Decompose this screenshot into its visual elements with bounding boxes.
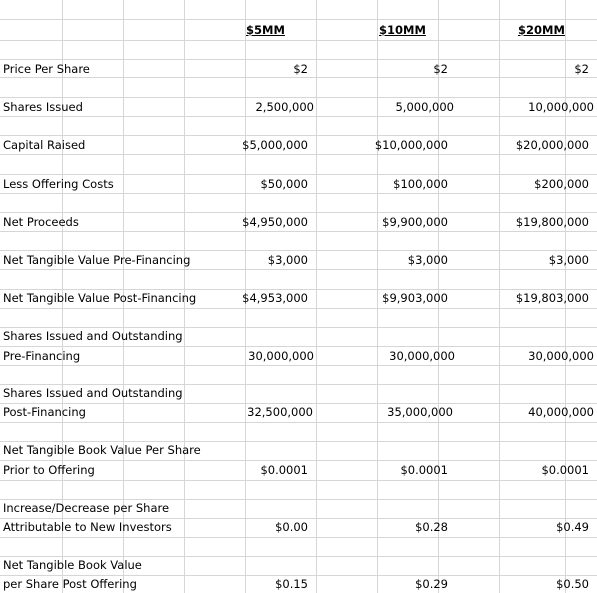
table-cell[interactable]: $4,953,000 xyxy=(242,291,308,305)
gridline-horizontal xyxy=(0,556,597,557)
gridline-horizontal xyxy=(0,575,597,576)
row-label[interactable]: per Share Post Offering xyxy=(3,577,137,591)
gridline-horizontal xyxy=(0,193,597,194)
table-cell[interactable]: $200,000 xyxy=(534,177,589,191)
gridline-horizontal xyxy=(0,537,597,538)
gridline-horizontal xyxy=(0,499,597,500)
gridline-horizontal xyxy=(0,231,597,232)
table-cell[interactable]: $0.28 xyxy=(415,520,448,534)
table-cell[interactable]: $2 xyxy=(433,62,448,76)
table-cell[interactable]: $10,000,000 xyxy=(374,138,448,152)
gridline-horizontal xyxy=(0,212,597,213)
table-cell[interactable]: 32,500,000 xyxy=(247,405,313,419)
gridline-horizontal xyxy=(0,59,597,60)
row-label[interactable]: Net Tangible Book Value xyxy=(3,558,142,572)
table-cell[interactable]: $0.50 xyxy=(556,577,589,591)
gridline-horizontal xyxy=(0,480,597,481)
row-label[interactable]: Shares Issued and Outstanding xyxy=(3,386,183,400)
row-label[interactable]: Post-Financing xyxy=(3,405,86,419)
gridline-horizontal xyxy=(0,289,597,290)
row-label[interactable]: Attributable to New Investors xyxy=(3,520,172,534)
row-label[interactable]: Increase/Decrease per Share xyxy=(3,501,170,515)
table-cell[interactable]: $9,900,000 xyxy=(382,215,448,229)
row-label[interactable]: Less Offering Costs xyxy=(3,177,114,191)
row-label[interactable]: Net Tangible Book Value Per Share xyxy=(3,443,201,457)
table-cell[interactable]: $50,000 xyxy=(260,177,308,191)
column-header[interactable]: $5MM xyxy=(246,23,285,37)
table-cell[interactable]: $0.29 xyxy=(415,577,448,591)
table-cell[interactable]: 40,000,000 xyxy=(528,405,594,419)
gridline-horizontal xyxy=(0,518,597,519)
gridline-horizontal xyxy=(0,346,597,347)
table-cell[interactable]: $2 xyxy=(293,62,308,76)
gridline-horizontal xyxy=(0,403,597,404)
table-cell[interactable]: $0.0001 xyxy=(400,463,448,477)
table-cell[interactable]: $0.15 xyxy=(275,577,308,591)
row-label[interactable]: Pre-Financing xyxy=(3,349,81,363)
table-cell[interactable]: $3,000 xyxy=(407,253,448,267)
table-cell[interactable]: 10,000,000 xyxy=(528,100,594,114)
table-cell[interactable]: $2 xyxy=(574,62,589,76)
table-cell[interactable]: 30,000,000 xyxy=(528,349,594,363)
table-cell[interactable]: $4,950,000 xyxy=(242,215,308,229)
table-cell[interactable]: $0.0001 xyxy=(260,463,308,477)
table-cell[interactable]: 2,500,000 xyxy=(255,100,314,114)
gridline-vertical xyxy=(377,0,378,593)
column-header[interactable]: $10MM xyxy=(379,23,426,37)
row-label[interactable]: Capital Raised xyxy=(3,138,86,152)
gridline-horizontal xyxy=(0,19,597,20)
table-cell[interactable]: $19,803,000 xyxy=(515,291,589,305)
gridline-horizontal xyxy=(0,384,597,385)
table-cell[interactable]: $0.0001 xyxy=(541,463,589,477)
gridline-horizontal xyxy=(0,460,597,461)
table-cell[interactable]: $9,903,000 xyxy=(382,291,448,305)
table-cell[interactable]: $3,000 xyxy=(267,253,308,267)
row-label[interactable]: Net Tangible Value Post-Financing xyxy=(3,291,197,305)
gridline-horizontal xyxy=(0,308,597,309)
gridline-horizontal xyxy=(0,365,597,366)
table-cell[interactable]: $19,800,000 xyxy=(515,215,589,229)
table-cell[interactable]: 35,000,000 xyxy=(387,405,453,419)
table-cell[interactable]: $5,000,000 xyxy=(242,138,308,152)
table-cell[interactable]: $0.00 xyxy=(275,520,308,534)
table-cell[interactable]: 5,000,000 xyxy=(395,100,454,114)
gridline-horizontal xyxy=(0,327,597,328)
column-header[interactable]: $20MM xyxy=(518,23,565,37)
row-label[interactable]: Net Proceeds xyxy=(3,215,79,229)
gridline-horizontal xyxy=(0,250,597,251)
table-cell[interactable]: $20,000,000 xyxy=(515,138,589,152)
gridline-horizontal xyxy=(0,269,597,270)
gridline-horizontal xyxy=(0,174,597,175)
gridline-horizontal xyxy=(0,77,597,78)
gridline-vertical xyxy=(316,0,317,593)
table-cell[interactable]: $0.49 xyxy=(556,520,589,534)
row-label[interactable]: Shares Issued xyxy=(3,100,83,114)
gridline-horizontal xyxy=(0,154,597,155)
row-label[interactable]: Shares Issued and Outstanding xyxy=(3,329,183,343)
gridline-horizontal xyxy=(0,441,597,442)
gridline-horizontal xyxy=(0,135,597,136)
table-cell[interactable]: $3,000 xyxy=(548,253,589,267)
gridline-horizontal xyxy=(0,422,597,423)
gridline-horizontal xyxy=(0,40,597,41)
row-label[interactable]: Net Tangible Value Pre-Financing xyxy=(3,253,191,267)
gridline-horizontal xyxy=(0,116,597,117)
table-cell[interactable]: $100,000 xyxy=(393,177,448,191)
table-cell[interactable]: 30,000,000 xyxy=(389,349,455,363)
row-label[interactable]: Price Per Share xyxy=(3,62,90,76)
table-cell[interactable]: 30,000,000 xyxy=(248,349,314,363)
row-label[interactable]: Prior to Offering xyxy=(3,463,95,477)
gridline-vertical xyxy=(499,0,500,593)
gridline-horizontal xyxy=(0,97,597,98)
